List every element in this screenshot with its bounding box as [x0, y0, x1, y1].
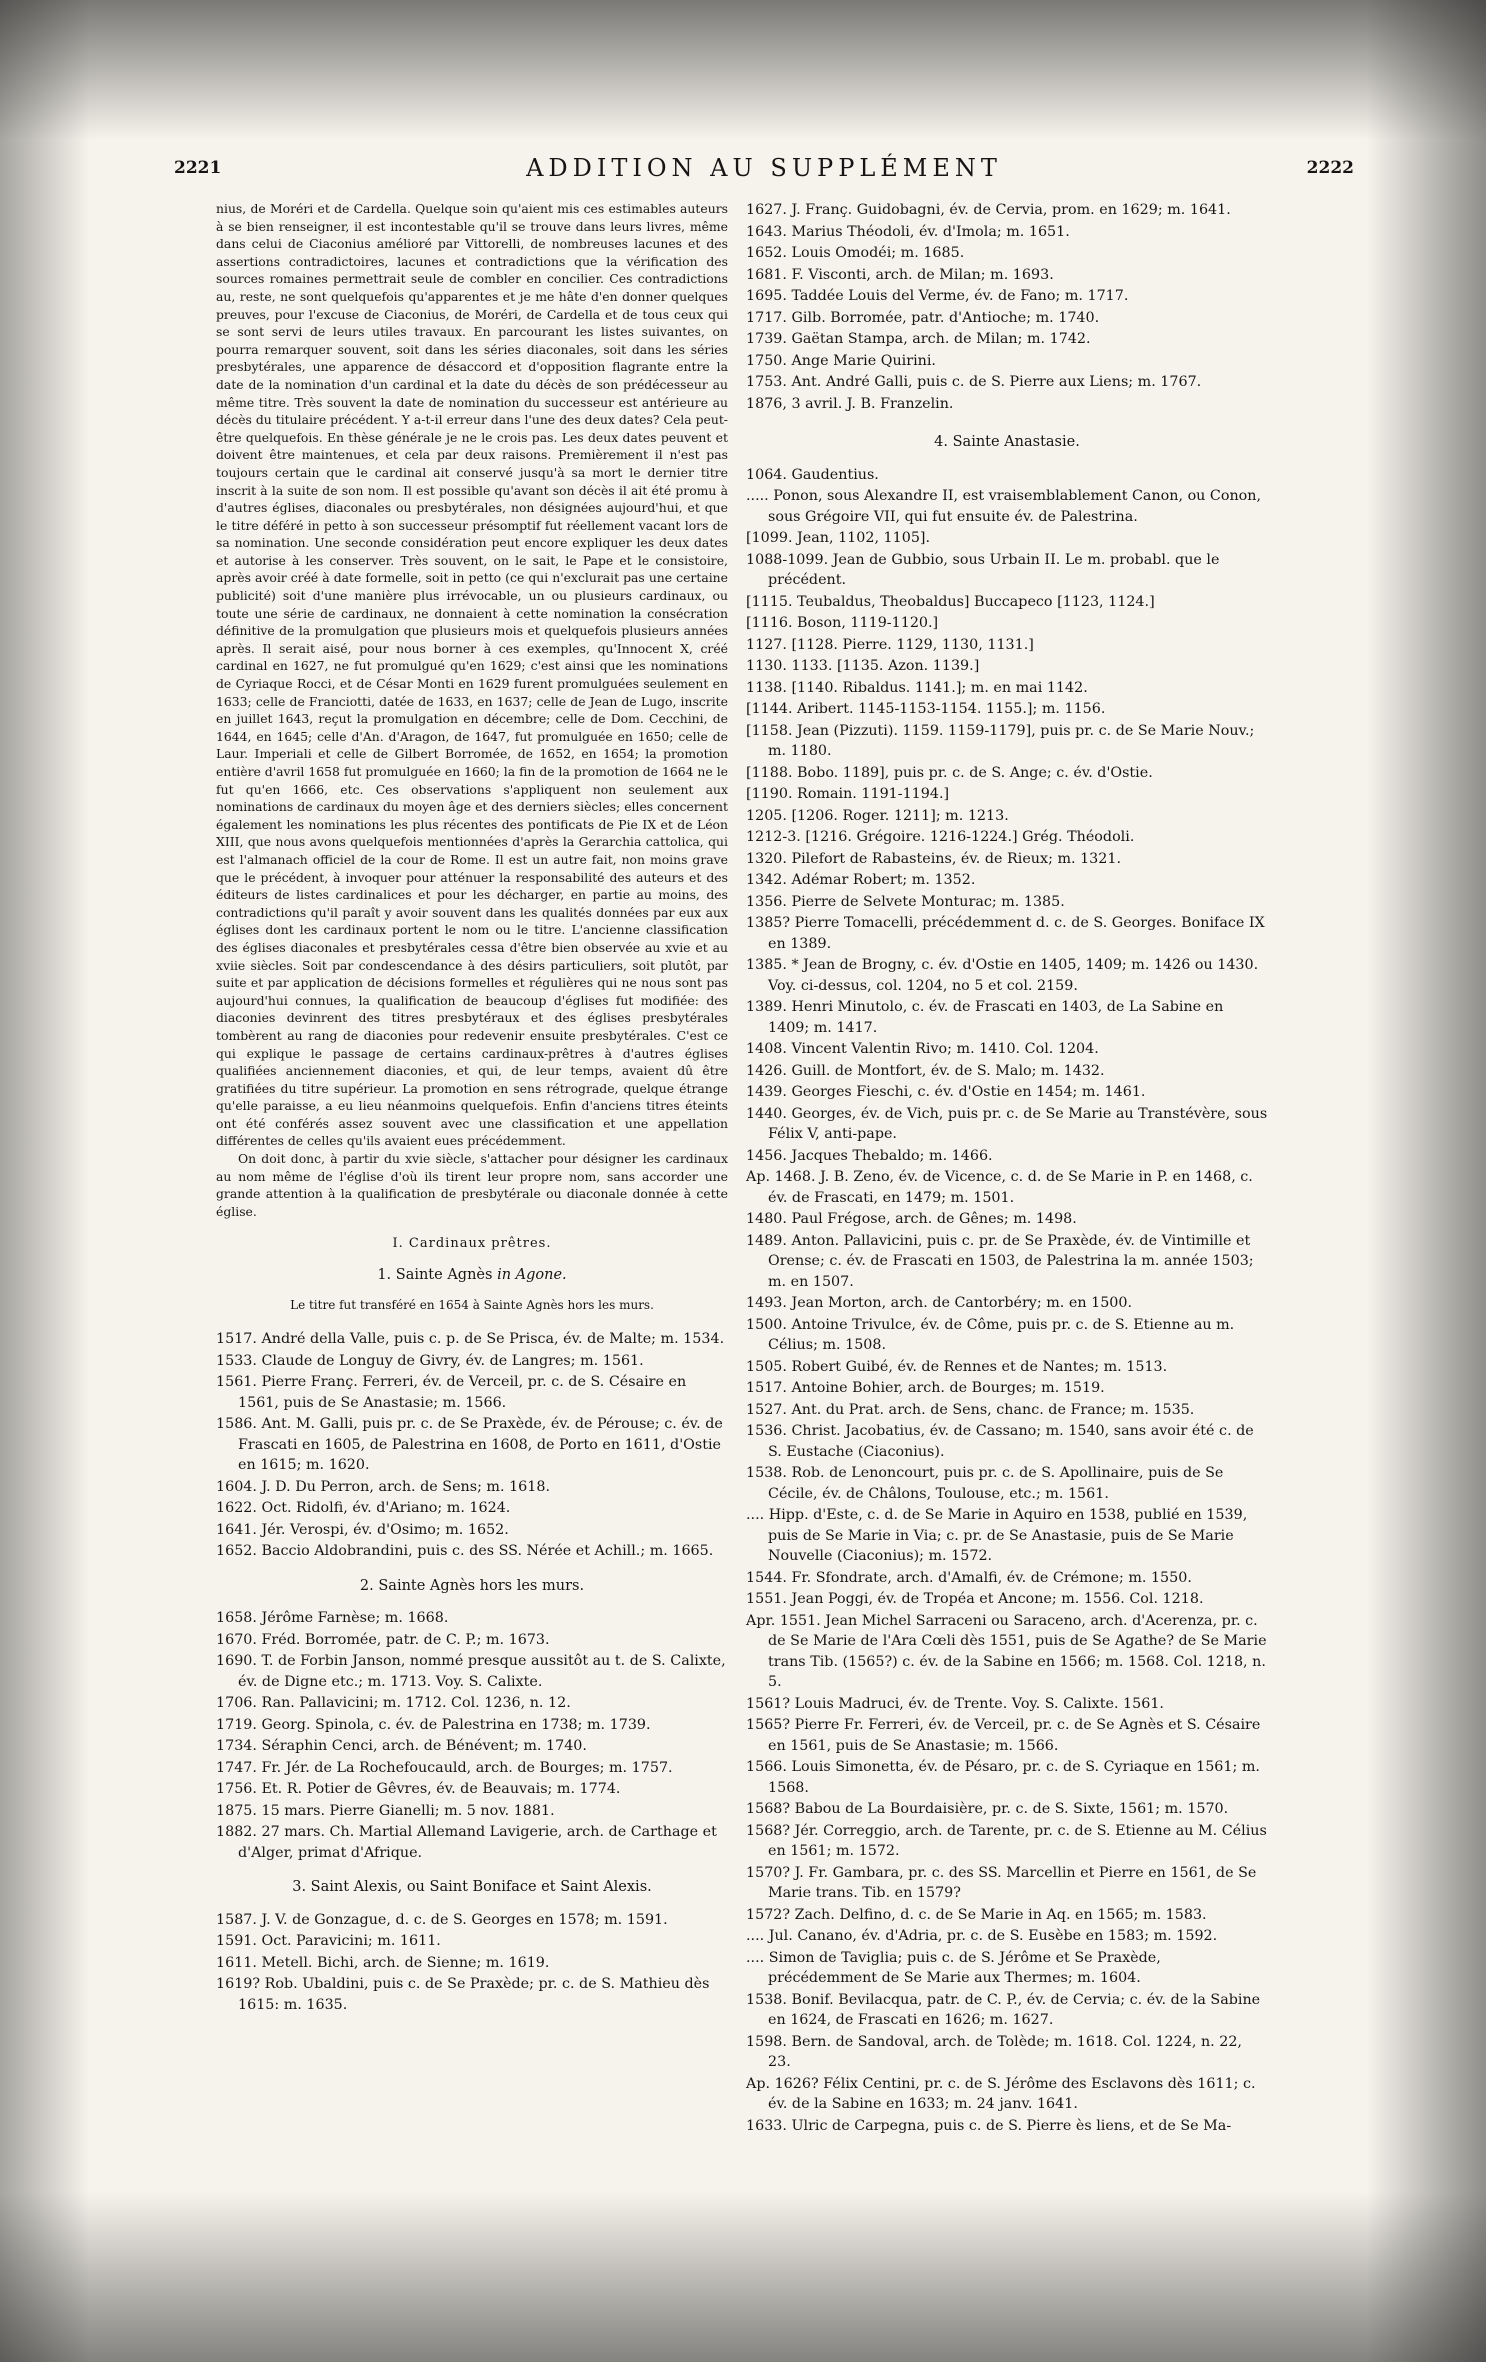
list-item: Ap. 1468. J. B. Zeno, év. de Vicence, c. d. de Se Marie in P. en 1468, c. év. de Frascati, en 1479; m. 1501. — [746, 1169, 1253, 1206]
list-item: 1544. Fr. Sfondrate, arch. d'Amalfi, év. de Crémone; m. 1550. — [746, 1569, 1192, 1586]
list-item: 1690. T. de Forbin Janson, nommé presque aussitôt au t. de S. Calixte, év. de Digne etc.; m. 1713. Voy. S. Calixte. — [216, 1653, 726, 1690]
list-item: 1342. Adémar Robert; m. 1352. — [746, 872, 976, 888]
list-item: 1408. Vincent Valentin Rivo; m. 1410. Col. 1204. — [746, 1041, 1099, 1057]
list-item: 1527. Ant. du Prat. arch. de Sens, chanc. de France; m. 1535. — [746, 1401, 1195, 1418]
list-item: 1641. Jér. Verospi, év. d'Osimo; m. 1652. — [216, 1521, 509, 1538]
list-item: 1627. J. Franç. Guidobagni, év. de Cervia, prom. en 1629; m. 1641. — [746, 202, 1231, 218]
list-item: 1551. Jean Poggi, év. de Tropéa et Ancone; m. 1556. Col. 1218. — [746, 1591, 1204, 1607]
list-item: 1706. Ran. Pallavicini; m. 1712. Col. 1236, n. 12. — [216, 1695, 571, 1712]
list-item: .... Hipp. d'Este, c. d. de Se Marie in Aquiro en 1538, publié en 1539, puis de Se Marie in Via; c. pr. de Se Anastasie, puis de Se Marie Nouvelle (Ciaconius); m. 1572. — [746, 1507, 1248, 1564]
list-item: 1212-3. [1216. Grégoire. 1216-1224.] Grég. Théodoli. — [746, 829, 1135, 845]
list-item: 1385. * Jean de Brogny, c. év. d'Ostie en 1405, 1409; m. 1426 ou 1430. Voy. ci-dessus, col. 1204, no 5 et col. 2159. — [746, 957, 1259, 994]
intro-text — [216, 200, 728, 1220]
section-title: I. Cardinaux prêtres. — [392, 1236, 552, 1252]
intro-paragraph: On doit donc, à partir du xvie siècle, s'attacher pour désigner les cardinaux au nom même de l'église d'où ils tirent leur propre nom, sans accorder une grande attention à la qualification de presbytérale ou diaconale donnée à cette église. — [216, 1151, 728, 1219]
list-item: Ap. 1626? Félix Centini, pr. c. de S. Jérôme des Esclavons dès 1611; c. év. de la Sabine en 1633; m. 24 janv. 1641. — [746, 2075, 1256, 2112]
list-item: 1561? Louis Madruci, év. de Trente. Voy. S. Calixte. 1561. — [746, 1695, 1164, 1712]
list-item: 1505. Robert Guibé, év. de Rennes et de Nantes; m. 1513. — [746, 1358, 1168, 1375]
list-item: 1088-1099. Jean de Gubbio, sous Urbain II. Le m. probabl. que le précédent. — [746, 551, 1220, 588]
list-item: Apr. 1551. Jean Michel Sarraceni ou Saraceno, arch. d'Acerenza, pr. c. de Se Marie de l'Ara Cœli dès 1551, puis de Se Agathe? de Se Marie trans Tib. (1565?) c. év. de la Sabine en 1566; m. 1568. Col. 1218, n. 5. — [746, 1612, 1267, 1690]
list-item: 1533. Claude de Longuy de Givry, év. de Langres; m. 1561. — [216, 1352, 644, 1369]
list-item: 1561. Pierre Franç. Ferreri, év. de Verceil, pr. c. de S. Césaire en 1561, puis de Se Anastasie; m. 1566. — [216, 1374, 687, 1411]
list-item: 1320. Pilefort de Rabasteins, év. de Rieux; m. 1321. — [746, 850, 1122, 867]
list-item: 1875. 15 mars. Pierre Gianelli; m. 5 nov. 1881. — [216, 1802, 555, 1819]
list-item: 1753. Ant. André Galli, puis c. de S. Pierre aux Liens; m. 1767. — [746, 374, 1202, 390]
list-item: [1190. Romain. 1191-1194.] — [746, 786, 950, 802]
list-item: 1591. Oct. Paravicini; m. 1611. — [216, 1933, 441, 1950]
entry-list — [216, 1910, 728, 2016]
list-item: 1568? Babou de La Bourdaisière, pr. c. de S. Sixte, 1561; m. 1570. — [746, 1801, 1229, 1817]
running-header — [174, 154, 1354, 188]
list-item: 1619? Rob. Ubaldini, puis c. de Se Praxède; pr. c. de S. Mathieu dès 1615: m. 1635. — [216, 1976, 710, 2013]
page-number-left: 2221 — [174, 158, 222, 178]
list-item: 1389. Henri Minutolo, c. év. de Frascati en 1403, de La Sabine en 1409; m. 1417. — [746, 999, 1224, 1036]
list-item: 1717. Gilb. Borromée, patr. d'Antioche; m. 1740. — [746, 309, 1100, 326]
list-item: 1695. Taddée Louis del Verme, év. de Fano; m. 1717. — [746, 288, 1129, 304]
list-item: 1652. Baccio Aldobrandini, puis c. des SS. Nérée et Achill.; m. 1665. — [216, 1543, 714, 1560]
list-item: 1734. Séraphin Cenci, arch. de Bénévent; m. 1740. — [216, 1738, 587, 1755]
list-item: 1130. 1133. [1135. Azon. 1139.] — [746, 658, 980, 674]
list-item: 1747. Fr. Jér. de La Rochefoucauld, arch. de Bourges; m. 1757. — [216, 1759, 673, 1776]
list-item: 1064. Gaudentius. — [746, 466, 879, 483]
list-item: [1144. Aribert. 1145-1153-1154. 1155.]; m. 1156. — [746, 701, 1106, 717]
subsection-heading: 4. Sainte Anastasie. — [934, 434, 1080, 450]
list-item: 1643. Marius Théodoli, év. d'Imola; m. 1651. — [746, 223, 1070, 240]
subsection-heading: 3. Saint Alexis, ou Saint Boniface et Saint Alexis. — [292, 1879, 652, 1896]
list-item: [1115. Teubaldus, Theobaldus] Buccapeco [1123, 1124.] — [746, 593, 1155, 610]
scan-shadow-right — [1366, 0, 1486, 2362]
list-item: 1500. Antoine Trivulce, év. de Côme, puis pr. c. de S. Etienne au m. Célius; m. 1508. — [746, 1316, 1235, 1353]
list-item: 1633. Ulric de Carpegna, puis c. de S. Pierre ès liens, et de Se Ma- — [746, 2117, 1232, 2134]
right-column — [746, 200, 1268, 2150]
list-item: 1681. F. Visconti, arch. de Milan; m. 1693. — [746, 266, 1054, 283]
list-item: 1598. Bern. de Sandoval, arch. de Tolède; m. 1618. Col. 1224, n. 22, 23. — [746, 2033, 1242, 2070]
list-item: 1652. Louis Omodéi; m. 1685. — [746, 245, 965, 261]
list-item: 1739. Gaëtan Stampa, arch. de Milan; m. 1742. — [746, 331, 1091, 347]
list-item: [1099. Jean, 1102, 1105]. — [746, 530, 931, 546]
list-item: 1756. Et. R. Potier de Gêvres, év. de Beauvais; m. 1774. — [216, 1781, 621, 1798]
list-item: 1440. Georges, év. de Vich, puis pr. c. de Se Marie au Transtévère, sous Félix V, anti-pape. — [746, 1105, 1268, 1142]
page-number-right: 2222 — [1306, 158, 1354, 178]
list-item: .... Jul. Canano, év. d'Adria, pr. c. de S. Eusèbe en 1583; m. 1592. — [746, 1928, 1218, 1944]
list-item: 1426. Guill. de Montfort, év. de S. Malo; m. 1432. — [746, 1062, 1105, 1079]
list-item: .... Simon de Taviglia; puis c. de S. Jérôme et Se Praxède, précédemment de Se Marie aux Thermes; m. 1604. — [746, 1949, 1161, 1986]
list-item: 1517. André della Valle, puis c. p. de Se Prisca, év. de Malte; m. 1534. — [216, 1331, 725, 1348]
list-item: 1439. Georges Fieschi, c. év. d'Ostie en 1454; m. 1461. — [746, 1084, 1146, 1100]
list-item: 1876, 3 avril. J. B. Franzelin. — [746, 395, 954, 412]
list-item: 1480. Paul Frégose, arch. de Gênes; m. 1498. — [746, 1211, 1077, 1227]
list-item: 1882. 27 mars. Ch. Martial Allemand Lavigerie, arch. de Carthage et d'Alger, primat d'Afrique. — [216, 1824, 717, 1861]
list-item: 1536. Christ. Jacobatius, év. de Cassano; m. 1540, sans avoir été c. de S. Eustache (Ciaconius). — [746, 1423, 1254, 1460]
list-item: 1538. Bonif. Bevilacqua, patr. de C. P., év. de Cervia; c. év. de la Sabine en 1624, de Frascati en 1626; m. 1627. — [746, 1991, 1261, 2028]
list-item: 1572? Zach. Delfino, d. c. de Se Marie in Aq. en 1565; m. 1583. — [746, 1906, 1207, 1923]
list-item: 1489. Anton. Pallavicini, puis c. pr. de Se Praxède, év. de Vintimille et Orense; c. év. de Frascati en 1503, de Palestrina la m. année 1503; m. en 1507. — [746, 1232, 1254, 1290]
list-item: ..... Ponon, sous Alexandre II, est vraisemblablement Canon, ou Conon, sous Grégoire VII, qui fut ensuite év. de Palestrina. — [746, 488, 1262, 525]
scan-shadow-bottom — [0, 2192, 1486, 2362]
entry-list — [746, 465, 1268, 2137]
entry-list — [746, 200, 1268, 414]
list-item: [1158. Jean (Pizzuti). 1159. 1159-1179], puis pr. c. de Se Marie Nouv.; m. 1180. — [746, 722, 1255, 759]
list-item: 1138. [1140. Ribaldus. 1141.]; m. en mai 1142. — [746, 679, 1088, 696]
list-item: 1719. Georg. Spinola, c. év. de Palestrina en 1738; m. 1739. — [216, 1716, 651, 1733]
list-item: 1568? Jér. Correggio, arch. de Tarente, pr. c. de S. Etienne au M. Célius en 1561; m. 1572. — [746, 1822, 1267, 1859]
list-item: 1570? J. Fr. Gambara, pr. c. des SS. Marcellin et Pierre en 1561, de Se Marie trans. Tib. en 1579? — [746, 1864, 1257, 1901]
subsection-heading: 2. Sainte Agnès hors les murs. — [359, 1577, 585, 1594]
list-item: 1385? Pierre Tomacelli, précédemment d. c. de S. Georges. Boniface IX en 1389. — [746, 915, 1265, 952]
page-title: ADDITION AU SUPPLÉMENT — [526, 154, 1002, 182]
left-column — [216, 200, 728, 2029]
intro-paragraph: nius, de Moréri et de Cardella. Quelque soin qu'aient mis ces estimables auteurs à se bien renseigner, il est incontestable qu'il se trouve dans leurs livres, même dans celui de Ciaconius amélioré par Vittorelli, de nombreuses lacunes et des assertions contradictoires, lacunes et contradictions que la vérification des sources romaines permettrait seule de combler en concilier. Ces contradictions au, reste, ne sont quelquefois qu'apparentes et je me hâte d'en donner quelques preuves, pour l'excuse de Ciaconius, de Moréri, de Cardella et de tous ceux qui se sont servi de leurs utiles travaux. En parcourant les listes suivantes, on pourra remarquer souvent, soit dans les séries diaconales, soit dans les séries presbytérales, une apparence de désaccord et d'opposition flagrante entre la date de la nomination d'un cardinal et la date du décès de son prédécesseur au même titre. Très souvent la date de nomination du successeur est antérieure au décès du titulaire précédent. Y a-t-il erreur dans l'une des deux dates? Cela peut-être quelquefois. En thèse générale je ne le crois pas. Les deux dates peuvent et doivent être maintenues, et cela par deux raisons. Premièrement il n'est pas toujours certain que le cardinal ait conservé jusqu'à sa mort le dernier titre inscrit à la suite de son nom. Il est possible qu'avant son décès il ait été promu à d'autres églises, diaconales ou presbytérales, non désignées aujourd'hui, et que le titre déféré in petto à son successeur présomptif fut réellement vacant lors de sa nomination. Une seconde considération peut encore expliquer les deux dates et autorise à les conserver. Très souvent, on le sait, le Pape et le consistoire, après avoir créé à date formelle, soit in petto (ce qui n'exclurait pas une certaine publicité) soit d'une manière plus irrévocable, un ou plusieurs cardinaux, ou toute une série de cardinaux, ne donnaient à cette nomination la consécration définitive de la promulgation que plusieurs mois et quelquefois plusieurs années après. Il serait aisé, pour nous borner à ces exemples, qu'Innocent X, créé cardinal en 1627, ne fut promulgué qu'en 1629; c'est ainsi que les nominations de Cyriaque Rocci, et de César Monti en 1629 furent promulguées seulement en 1633; celle de Franciotti, datée de 1633, en 1637; celle de Jean de Lugo, inscrite en juillet 1643, reçut la promulgation en décembre; celle de Dom. Cecchini, de 1644, en 1645; celle d'An. d'Aragon, de 1647, fut promulguée en 1650; celle de Laur. Imperiali et celle de Gilbert Borromée, de 1652, en 1654; la promotion entière d'avril 1658 fut promulguée en 1660; la fin de la promotion de 1664 ne le fut qu'en 1666, etc. Ces observations s'appliquent non seulement aux nominations de cardinaux du moyen âge et des derniers siècles; elles concernent également les nominations les plus récentes des pontificats de Pie IX et de Léon XIII, que nous avons quelquefois mentionnées d'après la Gerarchia cattolica, qui est l'almanach officiel de la cour de Rome. Il est un autre fait, non moins grave que le précédent, à invoquer pour atténuer la responsabilité des auteurs et des éditeurs de listes cardinalices et pour les décharger, en partie au moins, des contradictions qu'il paraît y avoir souvent dans les qualités données par eux aux églises dont les cardinaux portent le nom ou le titre. L'ancienne classification des églises diaconales et presbytérales cessa d'être bien observée au xvie et au xviie siècles. Soit par condescendance à des désirs particuliers, soit plutôt, par suite et par application de décisions formelles et régulières qui ne nous sont pas aujourd'hui connues, la qualification de beaucoup d'églises fut modifiée: des diaconies devinrent des titres presbytéraux et des églises presbytérales tombèrent au rang de diaconies pour redevenir ensuite presbytérales. C'est ce qui explique le passage de certains cardinaux-prêtres à d'autres églises qualifiées anciennement diaconies, et qui, de leur temps, avaient dû être gratifiées du titre supérieur. La promotion en sens rétrograde, quelque étrange qu'elle paraisse, a eu lieu néanmoins quelquefois. Enfin d'anciens titres éteints ont été conférés assez souvent avec une classification et une appellation différentes de celles qu'ils avaient eues précédemment. — [216, 201, 728, 1149]
list-item: 1611. Metell. Bichi, arch. de Sienne; m. 1619. — [216, 1954, 550, 1971]
entry-list — [216, 1608, 728, 1863]
list-item: 1517. Antoine Bohier, arch. de Bourges; m. 1519. — [746, 1380, 1105, 1396]
scan-shadow-top — [0, 0, 1486, 140]
list-item: 1205. [1206. Roger. 1211]; m. 1213. — [746, 807, 1009, 824]
subsection-heading: 1. Sainte Agnès in Agone. — [377, 1266, 567, 1283]
list-item: 1658. Jérôme Farnèse; m. 1668. — [216, 1610, 449, 1627]
list-item: 1586. Ant. M. Galli, puis pr. c. de Se Praxède, év. de Pérouse; c. év. de Frascati en 1605, de Palestrina en 1608, de Porto en 1611, d'Ostie en 1615; m. 1620. — [216, 1416, 723, 1474]
list-item: 1565? Pierre Fr. Ferreri, év. de Verceil, pr. c. de Se Agnès et S. Césaire en 1561, puis de Se Anastasie; m. 1566. — [746, 1717, 1261, 1754]
scan-shadow-left — [0, 0, 90, 2362]
list-item: 1538. Rob. de Lenoncourt, puis pr. c. de S. Apollinaire, puis de Se Cécile, év. de Châlons, Toulouse, etc.; m. 1561. — [746, 1465, 1224, 1502]
list-item: 1356. Pierre de Selvete Monturac; m. 1385. — [746, 893, 1065, 910]
list-item: 1456. Jacques Thebaldo; m. 1466. — [746, 1147, 993, 1164]
list-item: 1566. Louis Simonetta, év. de Pésaro, pr. c. de S. Cyriaque en 1561; m. 1568. — [746, 1759, 1260, 1796]
list-item: 1604. J. D. Du Perron, arch. de Sens; m. 1618. — [216, 1478, 551, 1495]
list-item: 1622. Oct. Ridolfi, év. d'Ariano; m. 1624. — [216, 1500, 511, 1517]
list-item: 1127. [1128. Pierre. 1129, 1130, 1131.] — [746, 636, 1034, 653]
list-item: 1750. Ange Marie Quirini. — [746, 352, 936, 369]
list-item: 1587. J. V. de Gonzague, d. c. de S. Georges en 1578; m. 1591. — [216, 1911, 668, 1928]
subsection-note: Le titre fut transféré en 1654 à Sainte Agnès hors les murs. — [290, 1298, 654, 1313]
list-item: 1493. Jean Morton, arch. de Cantorbéry; m. en 1500. — [746, 1295, 1133, 1311]
list-item: 1670. Fréd. Borromée, patr. de C. P.; m. 1673. — [216, 1631, 550, 1648]
list-item: [1188. Bobo. 1189], puis pr. c. de S. Ange; c. év. d'Ostie. — [746, 764, 1153, 781]
list-item: [1116. Boson, 1119-1120.] — [746, 615, 939, 631]
entry-list — [216, 1329, 728, 1562]
